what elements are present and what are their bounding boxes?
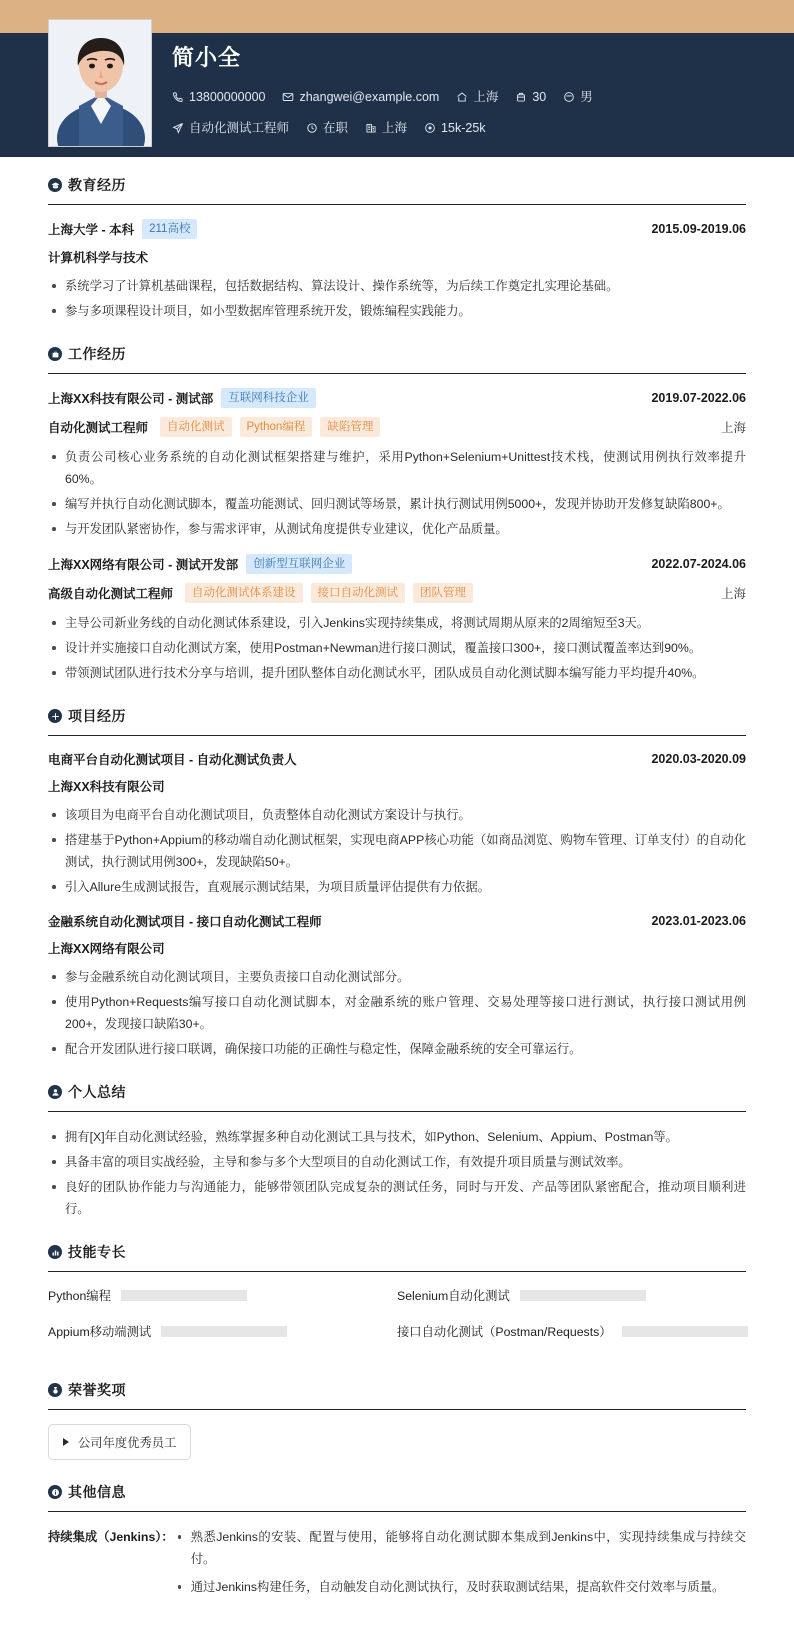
home-icon [456, 91, 468, 103]
list-item: 与开发团队紧密协作，参与需求评审，从测试角度提供专业建议，优化产品质量。 [48, 518, 746, 540]
work-role: 自动化测试工程师 [48, 421, 149, 435]
work-city-value: 上海 [382, 121, 408, 135]
section-header-skills [48, 1242, 746, 1271]
info-icon [48, 1485, 62, 1499]
section-title-work: 工作经历 [68, 346, 126, 362]
list-item: 拥有[X]年自动化测试经验，熟练掌握多种自动化测试工具与技术，如Python、Selenium、Appium、Postman等。 [48, 1126, 746, 1148]
list-item: 通过Jenkins构建任务，自动触发自动化测试执行，及时获取测试结果，提高软件交付效率与质量。 [174, 1576, 746, 1598]
list-item: 熟悉Jenkins的安装、配置与使用，能够将自动化测试脚本集成到Jenkins中，实现持续集成与持续交付。 [174, 1526, 746, 1570]
work-role-row [48, 583, 746, 603]
skill-progress-track [161, 1326, 287, 1337]
other-group-label: 持续集成（Jenkins）： [48, 1530, 174, 1544]
skill-label: Python编程 [48, 1289, 111, 1303]
section-divider [48, 1111, 746, 1112]
work-location: 上海 [720, 421, 746, 435]
contact-row-primary [172, 86, 764, 108]
contact-row-secondary [172, 117, 764, 139]
section-other [48, 1482, 746, 1604]
list-item: 负责公司核心业务系统的自动化测试框架搭建与维护，采用Python+Selenium+Unittest技术栈，使测试用例执行效率提升60%。 [48, 446, 746, 490]
work-company-group [48, 554, 352, 574]
project-icon [48, 709, 62, 723]
work-bullets [48, 446, 746, 540]
work-date: 2022.07-2024.06 [651, 557, 746, 571]
project-name: 金融系统自动化测试项目 - 接口自动化测试工程师 [48, 915, 322, 929]
honor-chip[interactable] [48, 1424, 191, 1460]
medal-icon [48, 1383, 62, 1397]
section-education [48, 175, 746, 322]
job-status [306, 117, 348, 139]
section-divider [48, 1511, 746, 1512]
project-date: 2020.03-2020.09 [651, 752, 746, 766]
contact-email-value: zhangwei@example.com [299, 90, 440, 104]
age-icon [515, 91, 527, 103]
skill-progress-track [520, 1290, 646, 1301]
work-company: 上海XX科技有限公司 - 测试部 [48, 392, 214, 406]
section-honors [48, 1380, 746, 1460]
contact-gender [563, 86, 593, 108]
section-title-project: 项目经历 [68, 708, 126, 724]
list-item: 设计并实施接口自动化测试方案，使用Postman+Newman进行接口测试，覆盖接口300+，接口测试覆盖率达到90%。 [48, 637, 746, 659]
skill-item [48, 1286, 397, 1304]
contact-phone [172, 86, 265, 108]
work-role: 高级自动化测试工程师 [48, 587, 174, 601]
education-entry-header [48, 219, 746, 239]
project-entry [48, 912, 746, 1060]
list-item: 编写并执行自动化测试脚本，覆盖功能测试、回归测试等场景，累计执行测试用例5000+，发现并协助开发修复缺陷800+。 [48, 493, 746, 515]
education-major: 计算机科学与技术 [48, 251, 149, 265]
list-item: 配合开发团队进行接口联调，确保接口功能的正确性与稳定性，保障金融系统的安全可靠运行。 [48, 1038, 746, 1060]
email-icon [282, 91, 294, 103]
resume-header [0, 0, 794, 157]
section-header-education [48, 175, 746, 204]
contact-age-value: 30 [532, 90, 547, 104]
send-icon [172, 122, 184, 134]
list-item: 具备丰富的项目实战经验，主导和参与多个大型项目的自动化测试工作，有效提升项目质量与测试效率。 [48, 1151, 746, 1173]
contact-phone-value: 13800000000 [189, 90, 266, 104]
list-item: 引入Allure生成测试报告，直观展示测试结果，为项目质量评估提供有力依据。 [48, 876, 746, 898]
section-title-summary: 个人总结 [68, 1084, 126, 1100]
work-entry-header [48, 554, 746, 574]
list-item: 系统学习了计算机基础课程，包括数据结构、算法设计、操作系统等，为后续工作奠定扎实理论基础。 [48, 275, 746, 297]
job-status-value: 在职 [323, 121, 349, 135]
skill-label: Appium移动端测试 [48, 1325, 152, 1339]
skill-item [397, 1322, 746, 1340]
work-skill-tag: 团队管理 [413, 583, 473, 603]
person-icon [48, 1085, 62, 1099]
resume-body [0, 175, 794, 1626]
city-icon [365, 122, 377, 134]
skill-progress-track [622, 1326, 748, 1337]
job-target [172, 117, 289, 139]
list-item: 主导公司新业务线的自动化测试体系建设，引入Jenkins实现持续集成，将测试周期从原来的2周缩短至3天。 [48, 612, 746, 634]
section-title-honors: 荣誉奖项 [68, 1382, 126, 1398]
list-item: 带领测试团队进行技术分享与培训，提升团队整体自动化测试水平，团队成员自动化测试脚本编写能力平均提升40%。 [48, 662, 746, 684]
header-info [172, 44, 764, 148]
gender-icon [563, 91, 575, 103]
education-entry [48, 219, 746, 322]
work-entry-header [48, 388, 746, 408]
section-divider [48, 1271, 746, 1272]
work-entry [48, 554, 746, 684]
education-school-group [48, 219, 197, 239]
work-company-tag: 创新型互联网企业 [246, 554, 352, 574]
chart-icon [48, 1245, 62, 1259]
section-divider [48, 735, 746, 736]
honor-label: 公司年度优秀员工 [78, 1436, 177, 1450]
project-bullets [48, 804, 746, 898]
work-date: 2019.07-2022.06 [651, 391, 746, 405]
summary-bullets [48, 1126, 746, 1220]
phone-icon [172, 91, 184, 103]
education-school: 上海大学 - 本科 [48, 223, 135, 237]
contact-hometown-value: 上海 [473, 90, 499, 104]
salary-icon [424, 122, 436, 134]
project-name: 电商平台自动化测试项目 - 自动化测试负责人 [48, 753, 297, 767]
status-icon [306, 122, 318, 134]
list-item: 参与金融系统自动化测试项目，主要负责接口自动化测试部分。 [48, 966, 746, 988]
section-title-other: 其他信息 [68, 1484, 126, 1500]
play-triangle-icon [63, 1438, 69, 1446]
contact-gender-value: 男 [580, 90, 593, 104]
salary-expect [424, 117, 485, 139]
project-bullets [48, 966, 746, 1060]
work-skill-tag: 自动化测试 [160, 417, 232, 437]
other-group-list [174, 1526, 746, 1604]
skill-label: 接口自动化测试（Postman/Requests） [397, 1325, 612, 1339]
page-title: 简小全 [172, 45, 242, 70]
project-entry [48, 750, 746, 898]
other-bullets [174, 1526, 746, 1598]
other-group [48, 1526, 746, 1604]
work-role-row [48, 417, 746, 437]
work-bullets [48, 612, 746, 684]
contact-email [282, 86, 439, 108]
work-skill-tag: Python编程 [240, 417, 313, 437]
section-divider [48, 1409, 746, 1410]
education-date: 2015.09-2019.06 [651, 222, 746, 236]
honors-list [48, 1424, 746, 1460]
section-header-work [48, 344, 746, 373]
education-bullets [48, 275, 746, 322]
list-item: 参与多项课程设计项目，如小型数据库管理系统开发，锻炼编程实践能力。 [48, 300, 746, 322]
section-summary [48, 1082, 746, 1220]
work-entry [48, 388, 746, 540]
section-work [48, 344, 746, 684]
salary-expect-value: 15k-25k [441, 121, 486, 135]
section-header-other [48, 1482, 746, 1511]
section-project [48, 706, 746, 1060]
education-tag: 211高校 [142, 219, 197, 239]
section-title-skills: 技能专长 [68, 1244, 126, 1260]
avatar [48, 19, 152, 147]
work-role-group [48, 417, 380, 437]
section-divider [48, 373, 746, 374]
work-company: 上海XX网络有限公司 - 测试开发部 [48, 558, 239, 572]
job-target-value: 自动化测试工程师 [189, 121, 290, 135]
list-item: 良好的团队协作能力与沟通能力，能够带领团队完成复杂的测试任务，同时与开发、产品等团队紧密配合，推动项目顺利进行。 [48, 1176, 746, 1220]
education-icon [48, 178, 62, 192]
project-date: 2023.01-2023.06 [651, 914, 746, 928]
work-location: 上海 [720, 587, 746, 601]
skill-progress-track [121, 1290, 247, 1301]
work-skill-tag: 缺陷管理 [320, 417, 380, 437]
section-header-project [48, 706, 746, 735]
skill-item [397, 1286, 746, 1304]
work-skill-tag: 自动化测试体系建设 [185, 583, 303, 603]
project-entry-header [48, 912, 746, 930]
section-header-summary [48, 1082, 746, 1111]
section-header-honors [48, 1380, 746, 1409]
contact-hometown [456, 86, 498, 108]
skill-item [48, 1322, 397, 1340]
work-role-group [48, 583, 473, 603]
list-item: 使用Python+Requests编写接口自动化测试脚本，对金融系统的账户管理、交易处理等接口进行测试，执行接口测试用例200+，发现接口缺陷30+。 [48, 991, 746, 1035]
skills-grid [48, 1286, 746, 1358]
work-skill-tag: 接口自动化测试 [311, 583, 406, 603]
list-item: 搭建基于Python+Appium的移动端自动化测试框架，实现电商APP核心功能（如商品浏览、购物车管理、订单支付）的自动化测试，执行测试用例300+，发现缺陷50+。 [48, 829, 746, 873]
work-city [365, 117, 407, 139]
section-divider [48, 204, 746, 205]
project-company: 上海XX网络有限公司 [48, 942, 165, 956]
section-skills [48, 1242, 746, 1358]
project-company: 上海XX科技有限公司 [48, 780, 165, 794]
list-item: 该项目为电商平台自动化测试项目，负责整体自动化测试方案设计与执行。 [48, 804, 746, 826]
section-title-education: 教育经历 [68, 177, 126, 193]
project-entry-header [48, 750, 746, 768]
work-icon [48, 347, 62, 361]
work-company-group [48, 388, 316, 408]
contact-age [515, 86, 546, 108]
skill-label: Selenium自动化测试 [397, 1289, 510, 1303]
work-company-tag: 互联网科技企业 [221, 388, 316, 408]
